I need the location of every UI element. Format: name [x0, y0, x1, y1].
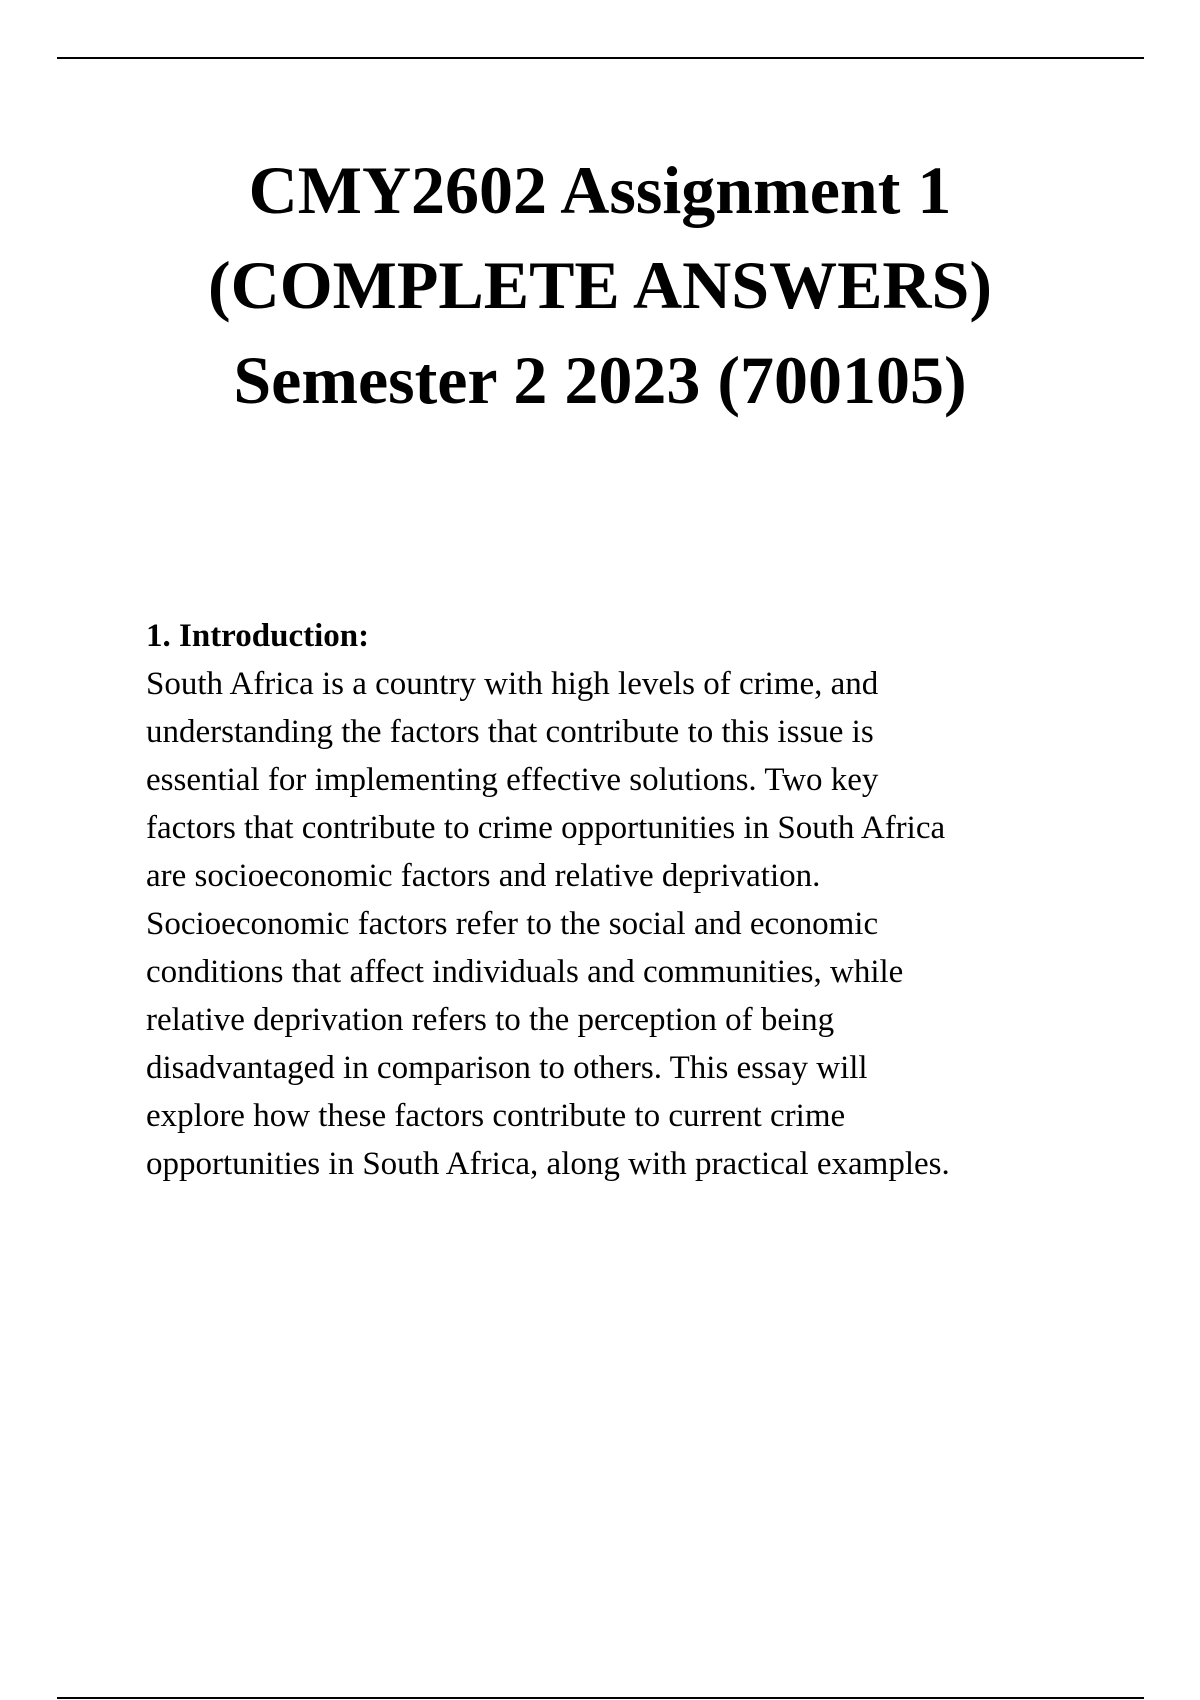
section-heading: 1. Introduction:	[146, 618, 370, 654]
body-line: factors that contribute to crime opportunities in South Africa	[146, 810, 946, 846]
body-line: essential for implementing effective solutions. Two key	[146, 762, 879, 798]
title-line: (COMPLETE ANSWERS)	[208, 247, 992, 323]
body-line: opportunities in South Africa, along with practical examples.	[146, 1146, 950, 1182]
body-line: Socioeconomic factors refer to the social and economic	[146, 906, 879, 942]
title-line: Semester 2 2023 (700105)	[233, 342, 967, 418]
section-body	[146, 660, 1076, 1188]
header-rule	[57, 57, 1144, 59]
document-title	[0, 143, 1200, 428]
footer-rule	[57, 1697, 1144, 1699]
body-line: disadvantaged in comparison to others. This essay will	[146, 1050, 868, 1086]
body-line: understanding the factors that contribute to this issue is	[146, 714, 874, 750]
body-line: conditions that affect individuals and communities, while	[146, 954, 904, 990]
introduction-section	[146, 612, 1076, 1188]
title-line: CMY2602 Assignment 1	[248, 152, 952, 228]
body-line: South Africa is a country with high levels of crime, and	[146, 666, 879, 702]
body-line: explore how these factors contribute to current crime	[146, 1098, 846, 1134]
body-line: are socioeconomic factors and relative deprivation.	[146, 858, 821, 894]
body-line: relative deprivation refers to the perception of being	[146, 1002, 835, 1038]
